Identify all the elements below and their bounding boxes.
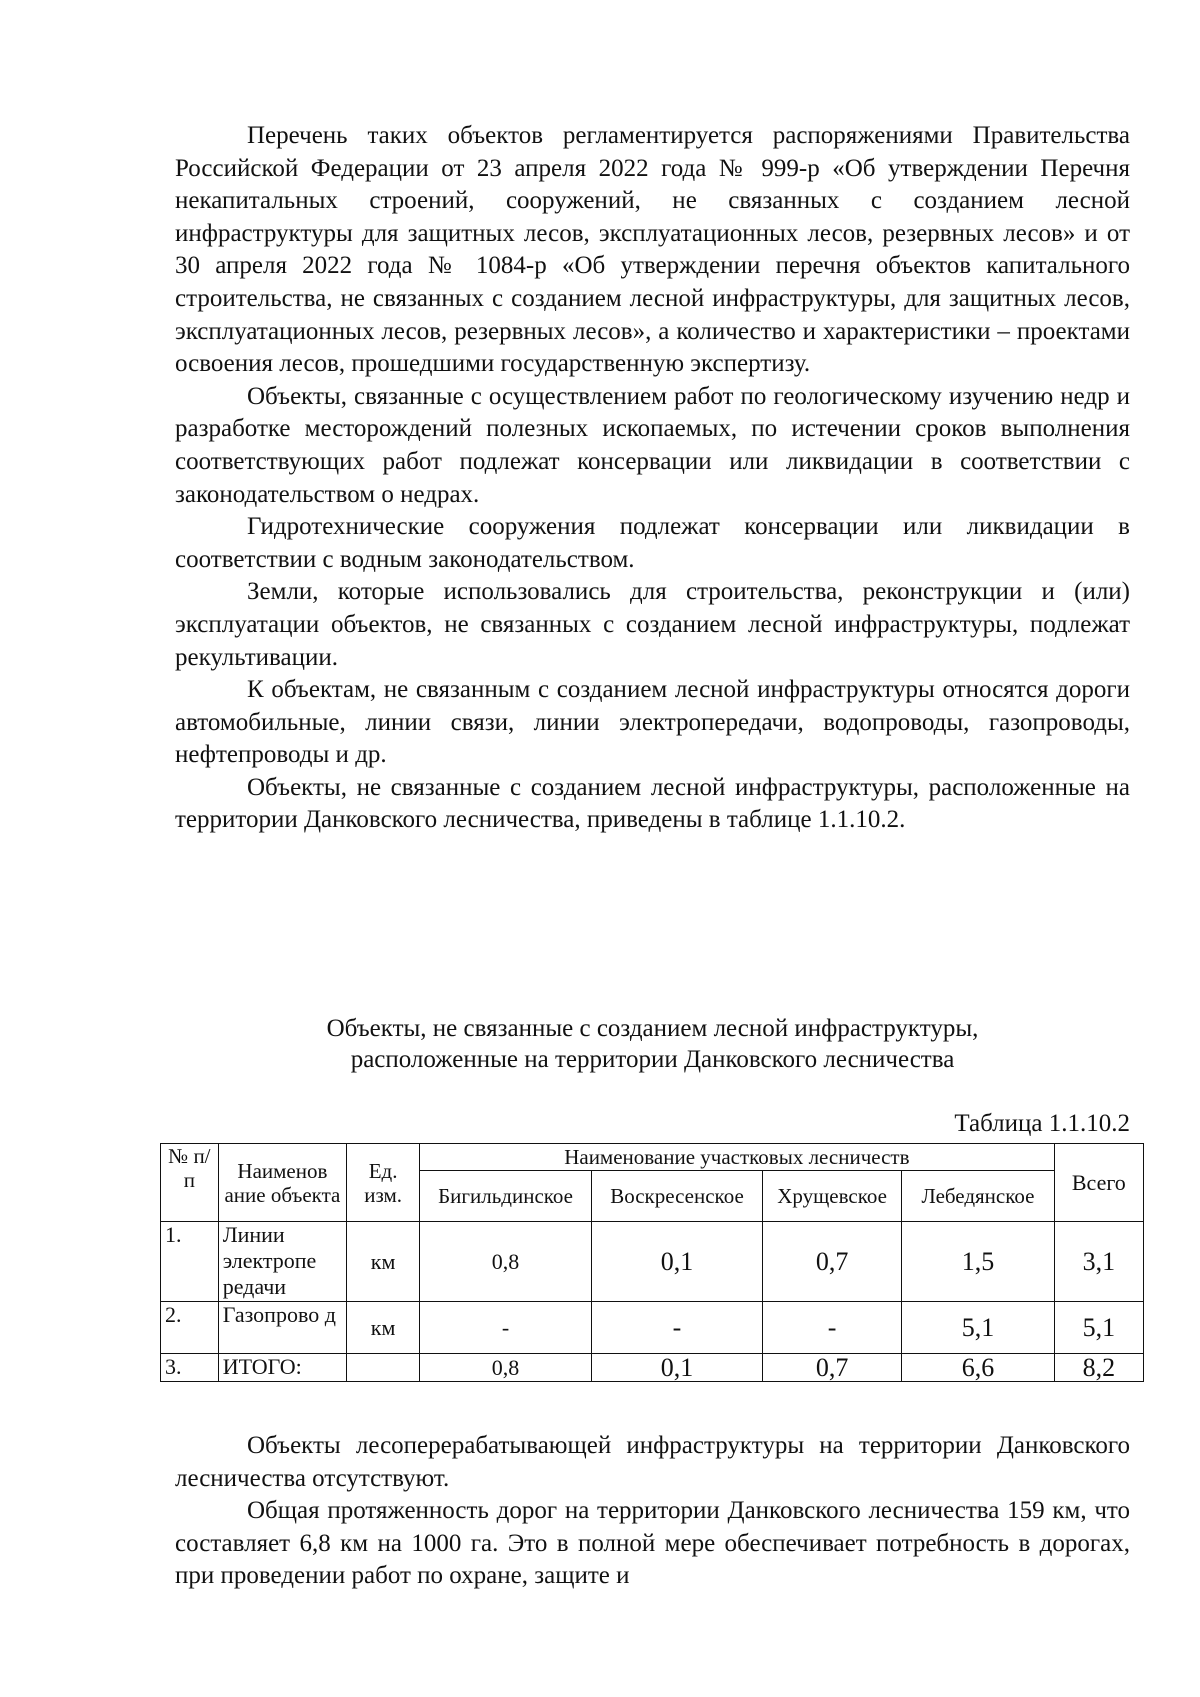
cell-value: 0,7 — [762, 1222, 901, 1302]
paragraph: Общая протяженность дорог на территории Данковского лесничества 159 км, что составляет 6,8 км на 1000 га. Это в полной мере обеспечивает потребность в дорогах, при проведении работ по охране, защите и — [175, 1497, 1130, 1590]
cell-value: - — [420, 1302, 592, 1354]
table-caption-line: Объекты, не связанные с созданием лесной инфраструктуры, — [326, 1015, 979, 1042]
table-number-label: Таблица 1.1.10.2 — [954, 1110, 1130, 1137]
paragraph: Объекты лесоперерабатывающей инфраструктуры на территории Данковского лесничества отсутствуют. — [175, 1432, 1130, 1492]
table-row — [161, 1222, 1144, 1302]
paragraph: Земли, которые использовались для строительства, реконструкции и (или) эксплуатации объектов, не связанных с созданием лесной инфраструктуры, подлежат рекультивации. — [175, 578, 1130, 671]
cell-value: 0,8 — [420, 1222, 592, 1302]
table-row — [161, 1354, 1144, 1382]
paragraph: Перечень таких объектов регламентируется распоряжениями Правительства Российской Федерации от 23 апреля 2022 года № 999-р «Об утверждении Перечня некапитальных строений, сооружений, не связанных с созданием лесной инфраструктуры для защитных лесов, эксплуатационных лесов, резервных лесов» и от 30 апреля 2022 года № 1084-р «Об утверждении перечня объектов капитального строительства, не связанных с созданием лесной инфраструктуры, для защитных лесов, эксплуатационных лесов, резервных лесов», а количество и характеристики – проектами освоения лесов, прошедшими государственную экспертизу. — [175, 122, 1130, 378]
cell-total: 3,1 — [1054, 1222, 1143, 1302]
cell-unit: км — [347, 1302, 420, 1354]
header-unit: Ед. изм. — [347, 1144, 420, 1222]
paragraph: Объекты, связанные с осуществлением работ по геологическому изучению недр и разработке месторождений полезных ископаемых, по истечении сроков выполнения соответствующих работ подлежат консервации или ликвидации в соответствии с законодательством о недрах. — [175, 382, 1130, 508]
body-text-top — [175, 120, 1130, 837]
objects-table — [160, 1143, 1144, 1382]
cell-unit — [347, 1354, 420, 1382]
cell-value: 0,8 — [420, 1354, 592, 1382]
cell-value: 6,6 — [902, 1354, 1054, 1382]
document-page — [165, 120, 1130, 1590]
cell-value: 5,1 — [902, 1302, 1054, 1354]
cell-value: 0,1 — [592, 1354, 763, 1382]
header-forestries-group: Наименование участковых лесничеств — [420, 1144, 1055, 1171]
header-forestry: Хрущевское — [762, 1171, 901, 1222]
header-forestry: Лебедянское — [902, 1171, 1054, 1222]
cell-value: 1,5 — [902, 1222, 1054, 1302]
table-caption-line: расположенные на территории Данковского лесничества — [350, 1046, 955, 1073]
cell-total: 5,1 — [1054, 1302, 1143, 1354]
table-caption — [175, 1013, 1130, 1075]
cell-object-name: ИТОГО: — [218, 1354, 346, 1382]
cell-value: - — [592, 1302, 763, 1354]
cell-value: - — [762, 1302, 901, 1354]
cell-object-name: Газопрово д — [218, 1302, 346, 1354]
header-forestry: Воскресенское — [592, 1171, 763, 1222]
body-text-bottom — [175, 1430, 1130, 1593]
cell-object-name: Линии электропе редачи — [218, 1222, 346, 1302]
cell-num: 3. — [161, 1354, 219, 1382]
cell-unit: км — [347, 1222, 420, 1302]
cell-total: 8,2 — [1054, 1354, 1143, 1382]
table-row — [161, 1302, 1144, 1354]
header-total: Всего — [1054, 1144, 1143, 1222]
header-num: № п/п — [161, 1144, 219, 1222]
paragraph: К объектам, не связанным с созданием лесной инфраструктуры относятся дороги автомобильные, линии связи, линии электропередачи, водопроводы, газопроводы, нефтепроводы и др. — [175, 676, 1130, 769]
header-object-name: Наименов ание объекта — [218, 1144, 346, 1222]
cell-num: 1. — [161, 1222, 219, 1302]
paragraph: Гидротехнические сооружения подлежат консервации или ликвидации в соответствии с водным законодательством. — [175, 513, 1130, 573]
header-forestry: Бигильдинское — [420, 1171, 592, 1222]
cell-num: 2. — [161, 1302, 219, 1354]
paragraph: Объекты, не связанные с созданием лесной инфраструктуры, расположенные на территории Данковского лесничества, приведены в таблице 1.1.10.2. — [175, 773, 1130, 834]
cell-value: 0,1 — [592, 1222, 763, 1302]
cell-value: 0,7 — [762, 1354, 901, 1382]
